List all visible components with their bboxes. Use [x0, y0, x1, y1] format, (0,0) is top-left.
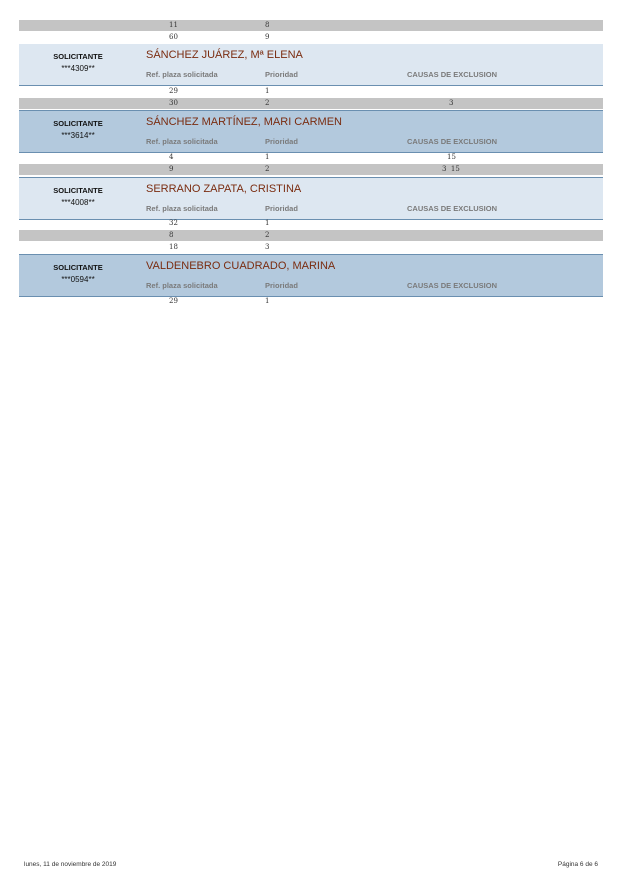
- col-prioridad-header: Prioridad: [265, 281, 298, 290]
- solicitante-id: ***3614**: [61, 131, 95, 140]
- col-causas-header: CAUSAS DE EXCLUSION: [407, 204, 498, 213]
- table-row: [19, 32, 603, 43]
- ref-plaza: 4: [169, 153, 174, 161]
- ref-plaza: 30: [169, 99, 178, 107]
- ref-plaza: 29: [169, 87, 178, 95]
- footer-date: lunes, 11 de noviembre de 2019: [24, 861, 117, 868]
- prioridad: 1: [265, 87, 270, 95]
- applicant-header: [19, 44, 603, 86]
- col-causas-header: CAUSAS DE EXCLUSION: [407, 137, 498, 146]
- ref-plaza: 32: [169, 219, 178, 227]
- table-row: [19, 98, 603, 109]
- table-row: [19, 218, 603, 229]
- prioridad: 8: [265, 21, 270, 29]
- col-ref-plaza-header: Ref. plaza solicitada: [146, 281, 218, 290]
- causas-exclusion: 15: [447, 153, 456, 161]
- causas-exclusion: 3 15: [442, 165, 460, 173]
- ref-plaza: 8: [169, 231, 174, 239]
- solicitante-label: SOLICITANTE: [53, 263, 103, 272]
- col-prioridad-header: Prioridad: [265, 137, 298, 146]
- prioridad: 1: [265, 153, 270, 161]
- col-prioridad-header: Prioridad: [265, 70, 298, 79]
- solicitante-label: SOLICITANTE: [53, 119, 103, 128]
- col-ref-plaza-header: Ref. plaza solicitada: [146, 137, 218, 146]
- prioridad: 1: [265, 219, 270, 227]
- ref-plaza: 29: [169, 297, 178, 305]
- prioridad: 1: [265, 297, 270, 305]
- applicant-header: [19, 110, 603, 153]
- applicant-header: [19, 254, 603, 297]
- ref-plaza: 18: [169, 243, 178, 251]
- prioridad: 2: [265, 231, 270, 239]
- prioridad: 9: [265, 33, 270, 41]
- table-row: [19, 152, 603, 163]
- prioridad: 2: [265, 99, 270, 107]
- solicitante-label: SOLICITANTE: [53, 186, 103, 195]
- col-prioridad-header: Prioridad: [265, 204, 298, 213]
- applicant-name: SERRANO ZAPATA, CRISTINA: [146, 183, 302, 195]
- solicitante-id: ***4309**: [61, 64, 95, 73]
- table-row: [19, 296, 603, 307]
- col-ref-plaza-header: Ref. plaza solicitada: [146, 70, 218, 79]
- footer-page-number: Página 6 de 6: [557, 861, 598, 868]
- applicant-header: [19, 177, 603, 220]
- prioridad: 3: [265, 243, 270, 251]
- ref-plaza: 9: [169, 165, 174, 173]
- applicant-name: SÁNCHEZ MARTÍNEZ, MARI CARMEN: [146, 116, 342, 128]
- col-causas-header: CAUSAS DE EXCLUSION: [407, 70, 498, 79]
- solicitante-id: ***0594**: [61, 275, 95, 284]
- table-row: [19, 242, 603, 253]
- ref-plaza: 11: [169, 21, 178, 29]
- col-ref-plaza-header: Ref. plaza solicitada: [146, 204, 218, 213]
- table-row: [19, 230, 603, 241]
- applicant-name: SÁNCHEZ JUÁREZ, Mª ELENA: [146, 49, 303, 61]
- ref-plaza: 60: [169, 33, 178, 41]
- solicitante-label: SOLICITANTE: [53, 52, 103, 61]
- causas-exclusion: 3: [449, 99, 454, 107]
- table-row: [19, 86, 603, 97]
- table-row: [19, 20, 603, 31]
- prioridad: 2: [265, 165, 270, 173]
- solicitante-id: ***4008**: [61, 198, 95, 207]
- applicant-name: VALDENEBRO CUADRADO, MARINA: [146, 260, 336, 272]
- table-row: [19, 164, 603, 175]
- col-causas-header: CAUSAS DE EXCLUSION: [407, 281, 498, 290]
